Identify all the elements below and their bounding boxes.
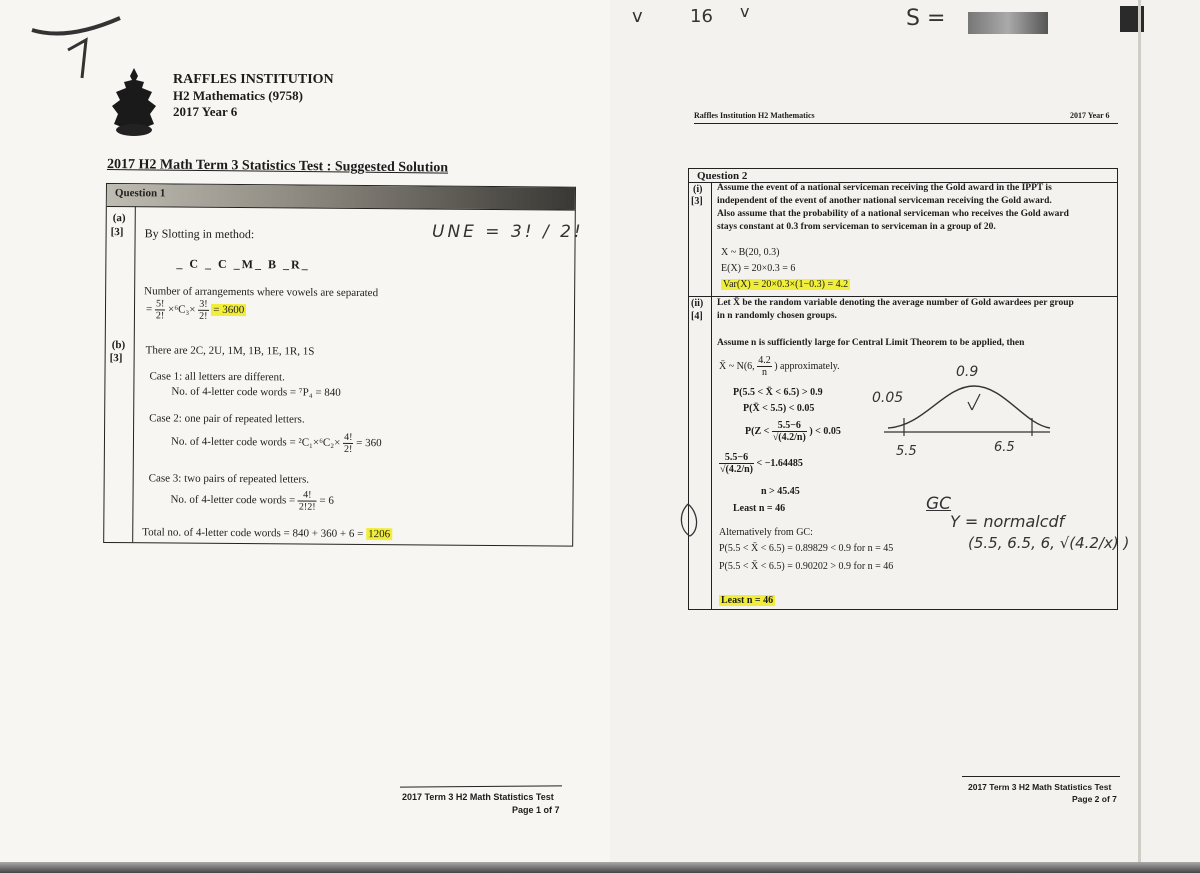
year-label: 2017 Year 6 xyxy=(173,104,238,119)
part-ii-step-5: n > 45.45 xyxy=(761,486,800,497)
part-a-marks: [3] xyxy=(110,226,124,239)
question-1-header: Question 1 xyxy=(114,187,166,200)
handwritten-gc: GC xyxy=(926,494,952,514)
part-ii-step-4: $\frac{5.5-6}{√(4.2/n)}$ < −1.64485 xyxy=(720,452,803,475)
subject-name: H2 Mathematics (9758) xyxy=(173,88,303,103)
part-ii-label: (ii) xyxy=(691,298,704,309)
part-i-text-2: independent of the event of another national serviceman receiving the Gold award. xyxy=(717,196,1052,206)
total-line: Total no. of 4-letter code words = 840 + 360 + 6 = 1206 xyxy=(142,526,391,541)
case-3-calc: No. of 4-letter code words = $\frac{4!}{2!2!}$ = 6 xyxy=(170,489,334,513)
part-i-distribution: X ~ B(20, 0.3) xyxy=(721,247,780,258)
handwritten-normalcdf: Y = normalcdf xyxy=(950,512,1065,531)
case-3-title: Case 3: two pairs of repeated letters. xyxy=(148,472,310,486)
part-ii-text-1: Let X̄ be the random variable denoting the average number of Gold awardees per group xyxy=(717,298,1074,308)
handwritten-6-5: 6.5 xyxy=(994,440,1015,455)
left-footer-title: 2017 Term 3 H2 Math Statistics Test xyxy=(402,792,554,802)
part-i-text-4: stays constant at 0.3 from serviceman to serviceman in a group of 20. xyxy=(717,222,996,232)
scribble-v: v xyxy=(632,6,643,27)
right-page xyxy=(610,0,1200,873)
handwritten-0-05: 0.05 xyxy=(872,390,904,406)
part-ii-alt-1: P(5.5 < X̄ < 6.5) = 0.89829 < 0.9 for n = 45 xyxy=(719,543,894,554)
part-a-method: By Slotting in method: xyxy=(144,226,255,242)
handwritten-loop-mark xyxy=(674,500,704,540)
handwritten-une-note: UNE = 3! / 2! xyxy=(432,222,584,242)
part-ii-step-3: P(Z < $\frac{5.5-6}{√(4.2/n)}$ ) < 0.05 xyxy=(745,420,841,443)
total-answer: 1206 xyxy=(368,528,391,541)
part-ii-alt-2: P(5.5 < X̄ < 6.5) = 0.90202 > 0.9 for n = 46 xyxy=(719,561,894,572)
part-a-answer: = 3600 xyxy=(213,303,245,317)
case-1-title: Case 1: all letters are different. xyxy=(149,370,285,384)
part-ii-final-answer: Least n = 46 xyxy=(721,595,774,606)
right-footer-title: 2017 Term 3 H2 Math Statistics Test xyxy=(968,782,1112,792)
school-name: RAFFLES INSTITUTION xyxy=(173,72,334,87)
part-i-text-3: Also assume that the probability of a national serviceman who receives the Gold award xyxy=(717,209,1069,219)
running-header-right: 2017 Year 6 xyxy=(1070,111,1110,120)
case-2-calc: No. of 4-letter code words = ²C₁×⁶C₂× $\frac{4!}{2!}$ = 360 xyxy=(170,431,382,455)
part-b-marks: [3] xyxy=(109,352,123,365)
part-a-arrangements-text: Number of arrangements where vowels are separated xyxy=(144,285,379,300)
right-footer-page: Page 2 of 7 xyxy=(1072,794,1117,804)
case-2-title: Case 2: one pair of repeated letters. xyxy=(149,412,305,426)
page-title: 2017 H2 Math Term 3 Statistics Test : Suggested Solution xyxy=(106,157,449,176)
part-b-label: (b) xyxy=(111,339,126,352)
part-ii-step-2: P(X̄ < 5.5) < 0.05 xyxy=(743,403,815,414)
part-i-marks: [3] xyxy=(691,196,703,207)
part-ii-text-2: in n randomly chosen groups. xyxy=(717,311,837,321)
question-2-header: Question 2 xyxy=(697,170,748,182)
part-ii-clt: Assume n is sufficiently large for Central Limit Theorem to be applied, then xyxy=(717,338,1025,348)
handwritten-5-5: 5.5 xyxy=(896,444,917,459)
scribble-v2: v xyxy=(740,2,750,21)
case-1-calc: No. of 4-letter code words = ⁷P₄ = 840 xyxy=(171,385,341,399)
part-ii-approx: X̄ ~ N(6, $\frac{4.2}{n}$ ) approximately. xyxy=(719,355,840,378)
part-i-text-1: Assume the event of a national serviceman receiving the Gold award in the IPPT is xyxy=(717,183,1052,193)
part-ii-marks: [4] xyxy=(691,311,703,322)
scribble-16: 16 xyxy=(690,6,713,27)
pen-stroke xyxy=(28,10,128,80)
part-a-slots: _ C _ C _M_ B _R_ xyxy=(176,256,310,272)
part-ii-alt-title: Alternatively from GC: xyxy=(719,527,813,538)
running-header-left: Raffles Institution H2 Mathematics xyxy=(694,111,815,120)
part-ii-step-6: Least n = 46 xyxy=(733,503,786,514)
handwritten-normalcdf-args: (5.5, 6.5, 6, √(4.2/x) ) xyxy=(968,534,1130,552)
scribble-s: S = xyxy=(906,6,946,31)
part-i-label: (i) xyxy=(693,184,703,195)
part-a-label: (a) xyxy=(112,212,126,225)
scan-bottom-edge xyxy=(0,862,1200,873)
handwritten-0-9: 0.9 xyxy=(956,364,979,380)
part-i-expectation: E(X) = 20×0.3 = 6 xyxy=(721,263,796,274)
normal-curve-sketch xyxy=(884,380,1054,440)
part-b-intro: There are 2C, 2U, 1M, 1B, 1E, 1R, 1S xyxy=(145,344,315,358)
part-ii-step-1: P(5.5 < X̄ < 6.5) > 0.9 xyxy=(733,387,823,398)
part-i-variance: Var(X) = 20×0.3×(1−0.3) = 4.2 xyxy=(723,279,849,290)
left-footer-page: Page 1 of 7 xyxy=(512,805,560,815)
part-a-formula: = $\frac{5!}{2!}$ ×⁶C₃× $\frac{3!}{2!}$ = 3600 xyxy=(145,298,245,322)
